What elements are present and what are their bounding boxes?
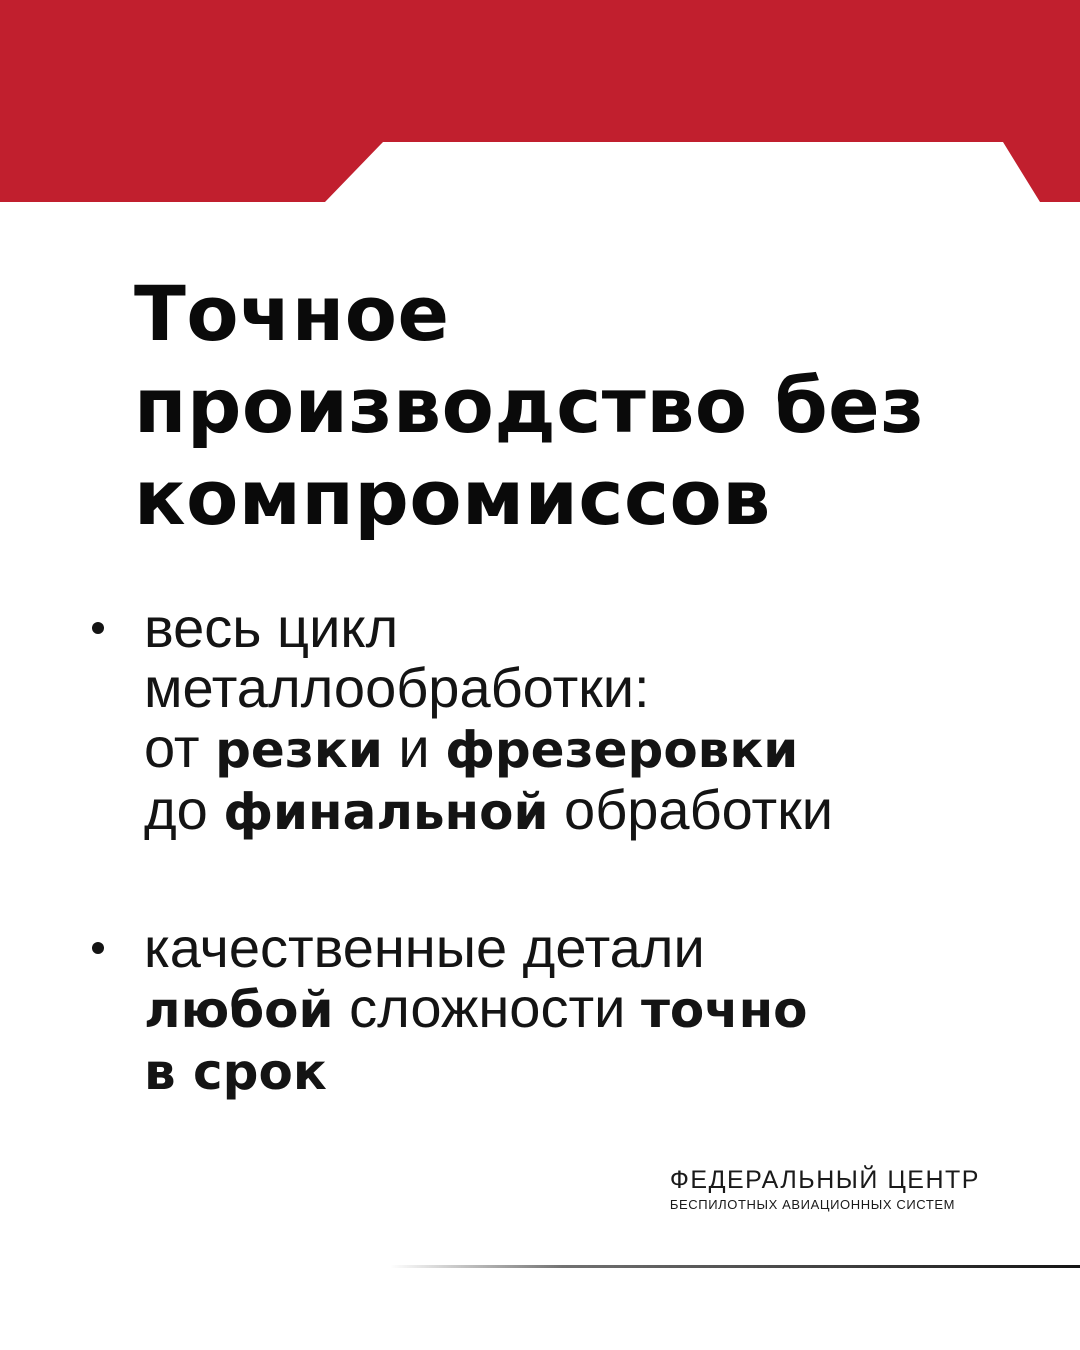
text-bold: фрезеровки (445, 721, 799, 779)
header-red-shape (0, 0, 1080, 210)
text-bold: финальной (223, 783, 549, 841)
bullet-item (92, 598, 1042, 842)
bullet-item (92, 918, 1042, 1102)
header-band (0, 0, 1080, 210)
bullet-line: качественные детали (144, 916, 705, 979)
page-title (134, 268, 1034, 544)
brand-logo (670, 1166, 980, 1214)
text-bold: любой (144, 981, 334, 1039)
logo-line-secondary: БЕСПИЛОТНЫХ АВИАЦИОННЫХ СИСТЕМ (669, 1197, 956, 1212)
bullet-dot (92, 622, 104, 634)
text-regular: и (382, 716, 446, 779)
bullet-dot (92, 942, 104, 954)
bullet-line (144, 1040, 1042, 1102)
bullet-line (144, 978, 1042, 1040)
bullet-line: металлообработки: (144, 656, 650, 719)
text-regular: до (144, 778, 224, 841)
bullet-line: весь цикл (144, 596, 399, 659)
bullet-line (144, 780, 1042, 842)
text-bold: резки (215, 721, 383, 779)
title-line: компромиссов (134, 453, 771, 542)
title-line: Точное (134, 269, 450, 358)
bullet-line (144, 718, 1042, 780)
text-bold: точно (640, 981, 808, 1039)
text-regular: обработки (548, 778, 833, 841)
text-regular: сложности (333, 976, 641, 1039)
bottom-divider (390, 1265, 1080, 1268)
title-line: производство без (134, 361, 925, 450)
text-bold: в срок (144, 1043, 327, 1101)
text-regular: от (144, 716, 216, 779)
logo-line-primary: ФЕДЕРАЛЬНЫЙ ЦЕНТР (669, 1166, 980, 1194)
